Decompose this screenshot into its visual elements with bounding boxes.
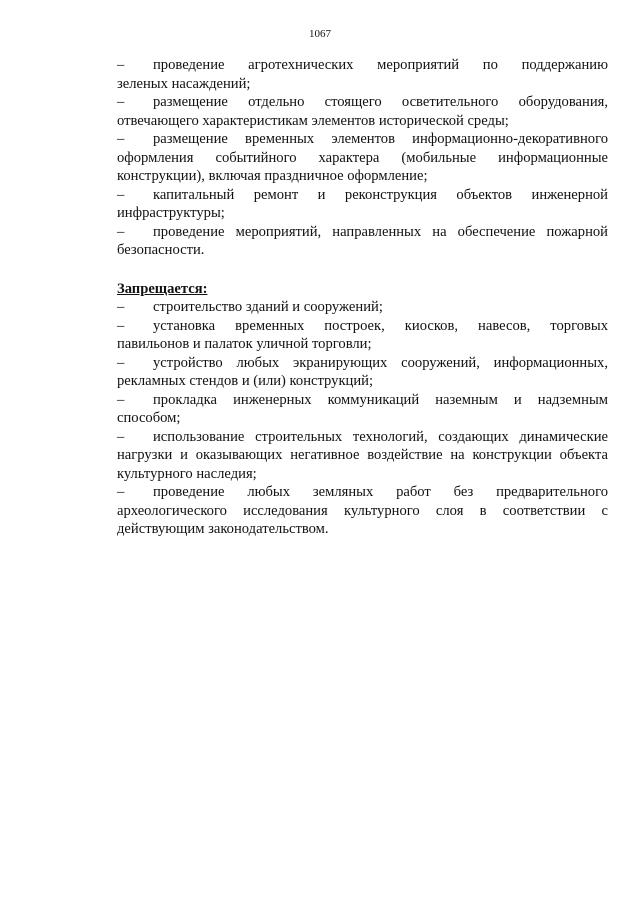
list-item-first-line: установка временных построек, киосков, навесов, торговых — [153, 317, 608, 334]
allowed-item — [117, 93, 608, 130]
list-item-continuation: археологического исследования культурного слоя в соответствии с действующим законодательством. — [117, 502, 608, 537]
list-item-first-line: проведение любых земляных работ без предварительного — [153, 484, 608, 500]
list-item-first-line: капитальный ремонт и реконструкция объектов инженерной — [153, 186, 608, 203]
allowed-item — [117, 56, 608, 93]
list-dash: – — [117, 94, 125, 110]
prohibited-item — [117, 354, 608, 391]
list-item-continuation: способом; — [117, 410, 181, 426]
list-dash: – — [117, 223, 125, 240]
list-item-continuation: рекламных стендов и (или) конструкций; — [117, 373, 374, 389]
list-item-continuation: отвечающего характеристикам элементов исторической среды; — [117, 112, 509, 129]
allowed-item — [117, 130, 608, 186]
list-dash: – — [117, 317, 125, 334]
prohibited-heading: Запрещается: — [117, 280, 208, 297]
list-dash: – — [117, 186, 125, 203]
list-item-first-line: строительство зданий и сооружений; — [153, 299, 383, 315]
list-item-first-line: устройство любых экранирующих сооружений, информационных, — [153, 354, 608, 371]
list-dash: – — [117, 299, 125, 315]
prohibited-item — [117, 483, 608, 539]
list-item-first-line: размещение временных элементов информационно-декоративного — [153, 131, 608, 147]
page-number: 1067 — [309, 28, 331, 40]
list-item-continuation: нагрузки и оказывающих негативное воздействие на конструкции объекта культурного наследия; — [117, 447, 608, 482]
list-item-first-line: размещение отдельно стоящего осветительного оборудования, — [153, 94, 608, 110]
list-item-first-line: проведение мероприятий, направленных на обеспечение пожарной — [153, 223, 608, 240]
prohibited-item — [117, 317, 608, 354]
prohibited-activities-list — [117, 298, 608, 539]
list-dash: – — [117, 131, 125, 147]
list-item-continuation: павильонов и палаток уличной торговли; — [117, 336, 372, 352]
list-item-continuation: зеленых насаждений; — [117, 75, 251, 92]
list-dash: – — [117, 57, 125, 73]
list-item-continuation: оформления событийного характера (мобильные информационные конструкции), включая праздничное оформление; — [117, 149, 608, 184]
prohibited-item — [117, 391, 608, 428]
list-item-first-line: проведение агротехнических мероприятий по поддержанию — [153, 57, 608, 73]
allowed-item — [117, 223, 608, 260]
list-item-first-line: использование строительных технологий, создающих динамические — [153, 428, 608, 445]
list-item-first-line: прокладка инженерных коммуникаций наземным и надземным — [153, 391, 608, 408]
list-dash: – — [117, 428, 125, 445]
list-item-continuation: инфраструктуры; — [117, 205, 225, 221]
list-dash: – — [117, 391, 125, 408]
allowed-activities-list — [117, 56, 608, 260]
list-dash: – — [117, 484, 125, 500]
document-body — [117, 56, 608, 539]
prohibited-item — [117, 298, 608, 317]
section-gap — [117, 260, 608, 280]
list-dash: – — [117, 354, 125, 371]
allowed-item — [117, 186, 608, 223]
prohibited-item — [117, 428, 608, 484]
list-item-continuation: безопасности. — [117, 242, 205, 258]
